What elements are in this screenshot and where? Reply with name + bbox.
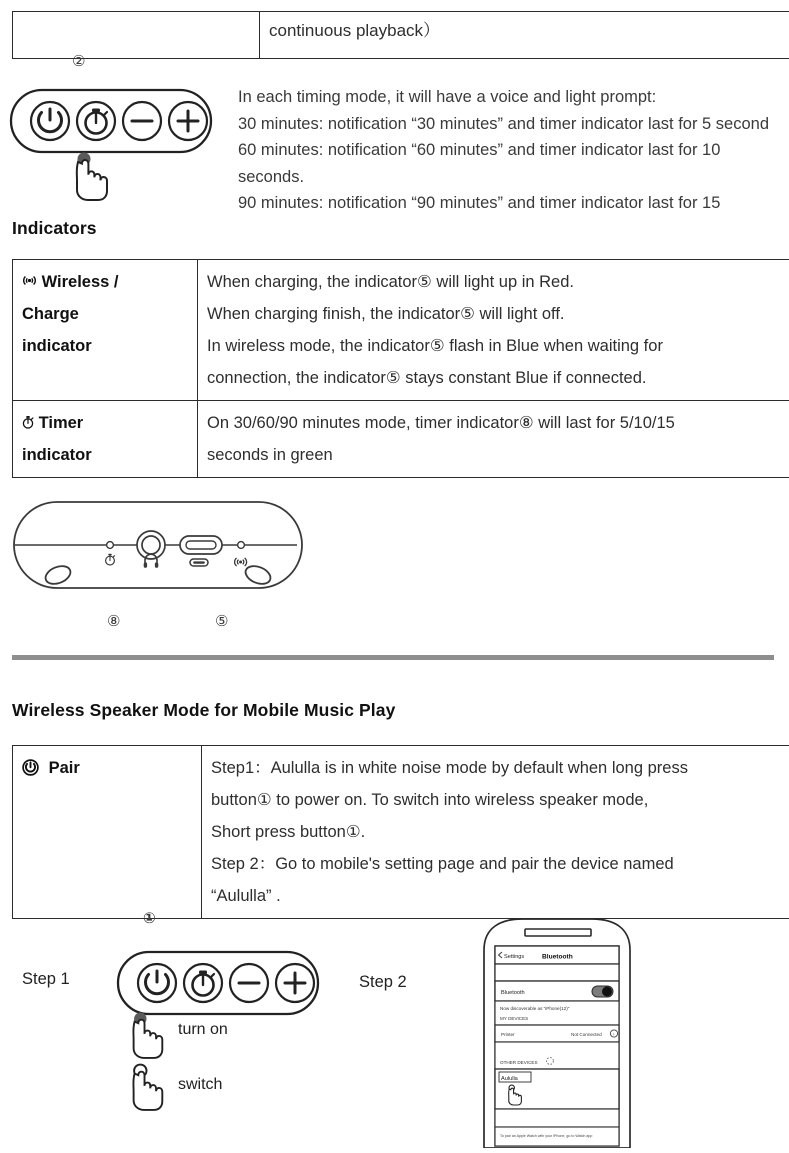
toggle-knob [602, 987, 612, 997]
phone-aululla-label: Aululla [501, 1076, 519, 1082]
marker-circled-5: ⑤ [215, 612, 228, 630]
pair-body-line: button① to power on. To switch into wireless speaker mode, [211, 784, 789, 816]
indicator-body-line: seconds in green [207, 439, 789, 471]
pair-label-row [22, 752, 192, 784]
table-row [13, 401, 789, 478]
switch-label: switch [178, 1076, 222, 1094]
phone-blank-strip [495, 964, 619, 981]
timing-line-60: 60 minutes: notification “60 minutes” and timer indicator last for 10 seconds. [238, 137, 748, 190]
indicator-body-cell-timer [198, 401, 789, 478]
marker-circled-1: ① [143, 909, 156, 927]
power-icon[interactable] [31, 102, 69, 140]
phone-device-row[interactable] [495, 1025, 619, 1042]
timer-icon[interactable] [184, 964, 222, 1002]
pair-body-line: Step1：Aululla is in white noise mode by default when long press [211, 752, 789, 784]
table-row [13, 12, 789, 59]
phone-other-devices-block [495, 1042, 619, 1069]
timing-line-90: 90 minutes: notification “90 minutes” and timer indicator last for 15 [238, 190, 789, 217]
phone-my-devices-header: MY DEVICES [500, 1016, 528, 1021]
indicator-label-line-2: indicator [22, 439, 188, 471]
indicator-body-cell-wireless [198, 260, 789, 401]
power-icon[interactable] [138, 964, 176, 1002]
pair-label-text: Pair [49, 759, 80, 777]
table-row [13, 260, 789, 401]
pair-table [12, 745, 789, 919]
section-divider [12, 655, 774, 660]
indicator-body-line: In wireless mode, the indicator⑤ flash in Blue when waiting for [207, 330, 789, 362]
phone-earpiece [525, 929, 591, 936]
phone-back-label: Settings [504, 954, 524, 960]
control-panel-svg-bottom [115, 948, 321, 1018]
top-table-right-text: continuous playback） [269, 21, 440, 40]
phone-title: Bluetooth [542, 954, 573, 961]
timer-icon[interactable] [77, 102, 115, 140]
indicators-table [12, 259, 789, 478]
timing-prompt-block [238, 84, 789, 217]
top-table-left-cell [13, 12, 260, 59]
phone-other-devices-header: OTHER DEVICES [500, 1060, 538, 1065]
phone-footer-text: To pair an Apple Watch with your iPhone, go to Watch app [500, 1134, 592, 1138]
phone-navbar [495, 946, 619, 964]
indicator-body-line: connection, the indicator⑤ stays constant Blue if connected. [207, 362, 789, 394]
step-2-label: Step 2 [359, 973, 407, 992]
indicator-label-line-3: indicator [22, 330, 188, 362]
table-row [13, 746, 789, 919]
pair-body-cell [202, 746, 789, 919]
indicator-label-line-1: Timer [39, 414, 84, 432]
phone-device-status: Not Connected [571, 1032, 602, 1037]
plus-icon[interactable] [169, 102, 207, 140]
page-title-wireless-speaker: Wireless Speaker Mode for Mobile Music Play [12, 700, 395, 721]
minus-icon[interactable] [123, 102, 161, 140]
wireless-led-dot [238, 542, 245, 549]
pair-body-line: Step 2：Go to mobile's setting page and pair the device named [211, 848, 789, 880]
hand-press-icon-switch [125, 1062, 169, 1117]
minus-icon[interactable] [230, 964, 268, 1002]
timer-label-row [22, 407, 188, 439]
power-icon [22, 759, 39, 776]
phone-aululla-row[interactable] [495, 1069, 619, 1109]
marker-circled-2: ② [72, 52, 85, 70]
turn-on-label: turn on [178, 1021, 228, 1039]
hand-press-icon-top [68, 150, 114, 207]
indicator-body-line: When charging, the indicator⑤ will light up in Red. [207, 266, 789, 298]
phone-discoverable-text: Now discoverable as "iPhone(12)" [500, 1006, 570, 1011]
control-panel-svg [8, 86, 214, 156]
phone-bluetooth-label: Bluetooth [501, 990, 525, 996]
phone-discoverable-block [495, 1001, 619, 1025]
top-table-right-cell [260, 12, 789, 59]
pair-body-line: “Aululla” . [211, 880, 789, 912]
timer-led-dot [107, 542, 114, 549]
marker-circled-8: ⑧ [107, 612, 120, 630]
phone-bluetooth-row[interactable] [495, 981, 619, 1001]
device-outline-svg [10, 497, 310, 597]
timing-line-30: 30 minutes: notification “30 minutes” and timer indicator last for 5 second [238, 111, 789, 138]
timer-icon [22, 415, 34, 429]
timing-intro: In each timing mode, it will have a voice and light prompt: [238, 84, 789, 111]
phone-svg [470, 916, 645, 1148]
step-1-label: Step 1 [22, 970, 70, 989]
pair-body-line: Short press button①. [211, 816, 789, 848]
indicator-label-cell-timer [13, 401, 198, 478]
indicator-body-line: When charging finish, the indicator⑤ will light off. [207, 298, 789, 330]
phone-device-name: Printer [501, 1032, 515, 1037]
phone-blank-strip-2 [495, 1109, 619, 1127]
info-icon-glyph: i [613, 1033, 614, 1037]
indicator-label-line-2: Charge [22, 298, 188, 330]
indicator-label-cell-wireless [13, 260, 198, 401]
indicator-label-line-1: Wireless / [42, 273, 119, 291]
page-title-indicators: Indicators [12, 218, 97, 239]
usb-c-port [180, 536, 222, 554]
device-top-view-diagram [10, 497, 310, 602]
indicator-body-line: On 30/60/90 minutes mode, timer indicator⑧ will last for 5/10/15 [207, 407, 789, 439]
pair-label-cell [13, 746, 202, 919]
top-partial-table [12, 11, 789, 59]
wireless-label-row [22, 266, 188, 298]
hand-press-icon-turn-on [125, 1010, 169, 1065]
wireless-icon [22, 275, 37, 286]
plus-icon[interactable] [276, 964, 314, 1002]
phone-mockup [470, 916, 645, 1153]
